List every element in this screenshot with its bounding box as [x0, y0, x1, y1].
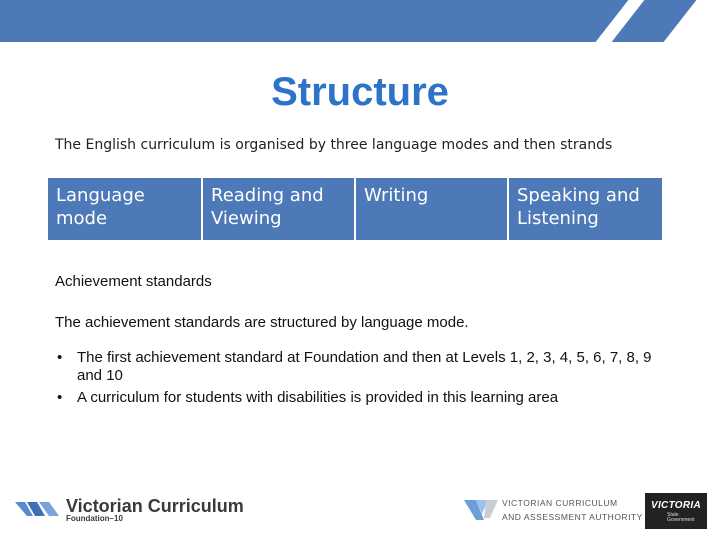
footer-vic-name: VICTORIA	[651, 500, 701, 511]
footer-vc-name: Victorian Curriculum	[66, 496, 244, 516]
intro-text: The English curriculum is organised by three language modes and then strands	[55, 137, 613, 153]
mode-cell-language-mode: Language mode	[48, 178, 201, 240]
section-subheading: The achievement standards are structured by language mode.	[55, 314, 469, 331]
banner-stripe	[664, 0, 720, 42]
footer-vic-sub	[667, 513, 695, 523]
mode-cell-speaking-listening: Speaking and Listening	[507, 178, 662, 240]
mode-cell-reading-viewing: Reading and Viewing	[201, 178, 354, 240]
footer-vic-sub-line1: State	[667, 512, 679, 518]
bullet-dot: •	[57, 349, 63, 366]
victoria-government-logo	[645, 493, 707, 529]
bullet-text: The first achievement standard at Foundation and then at Levels 1, 2, 3, 4, 5, 6, 7, 8, 9 and 10	[77, 349, 652, 384]
banner-stripe	[596, 0, 645, 42]
vcaa-logo-icon	[462, 496, 502, 524]
language-modes-table	[48, 178, 662, 240]
mode-cell-writing: Writing	[354, 178, 507, 240]
footer-vcaa-line1: VICTORIAN CURRICULUM	[502, 498, 618, 508]
footer-vic-sub-line2: Government	[667, 517, 695, 523]
list-item	[55, 389, 665, 407]
bullet-text: A curriculum for students with disabilities is provided in this learning area	[77, 389, 559, 406]
slide-title: Structure	[271, 70, 449, 114]
footer-vcaa-line2: AND ASSESSMENT AUTHORITY	[502, 512, 643, 522]
list-item	[55, 349, 665, 385]
bullet-list	[55, 349, 665, 411]
top-banner	[0, 0, 720, 42]
footer-vc-sub: Foundation–10	[66, 514, 123, 523]
bullet-dot: •	[57, 389, 63, 406]
section-heading: Achievement standards	[55, 273, 212, 290]
